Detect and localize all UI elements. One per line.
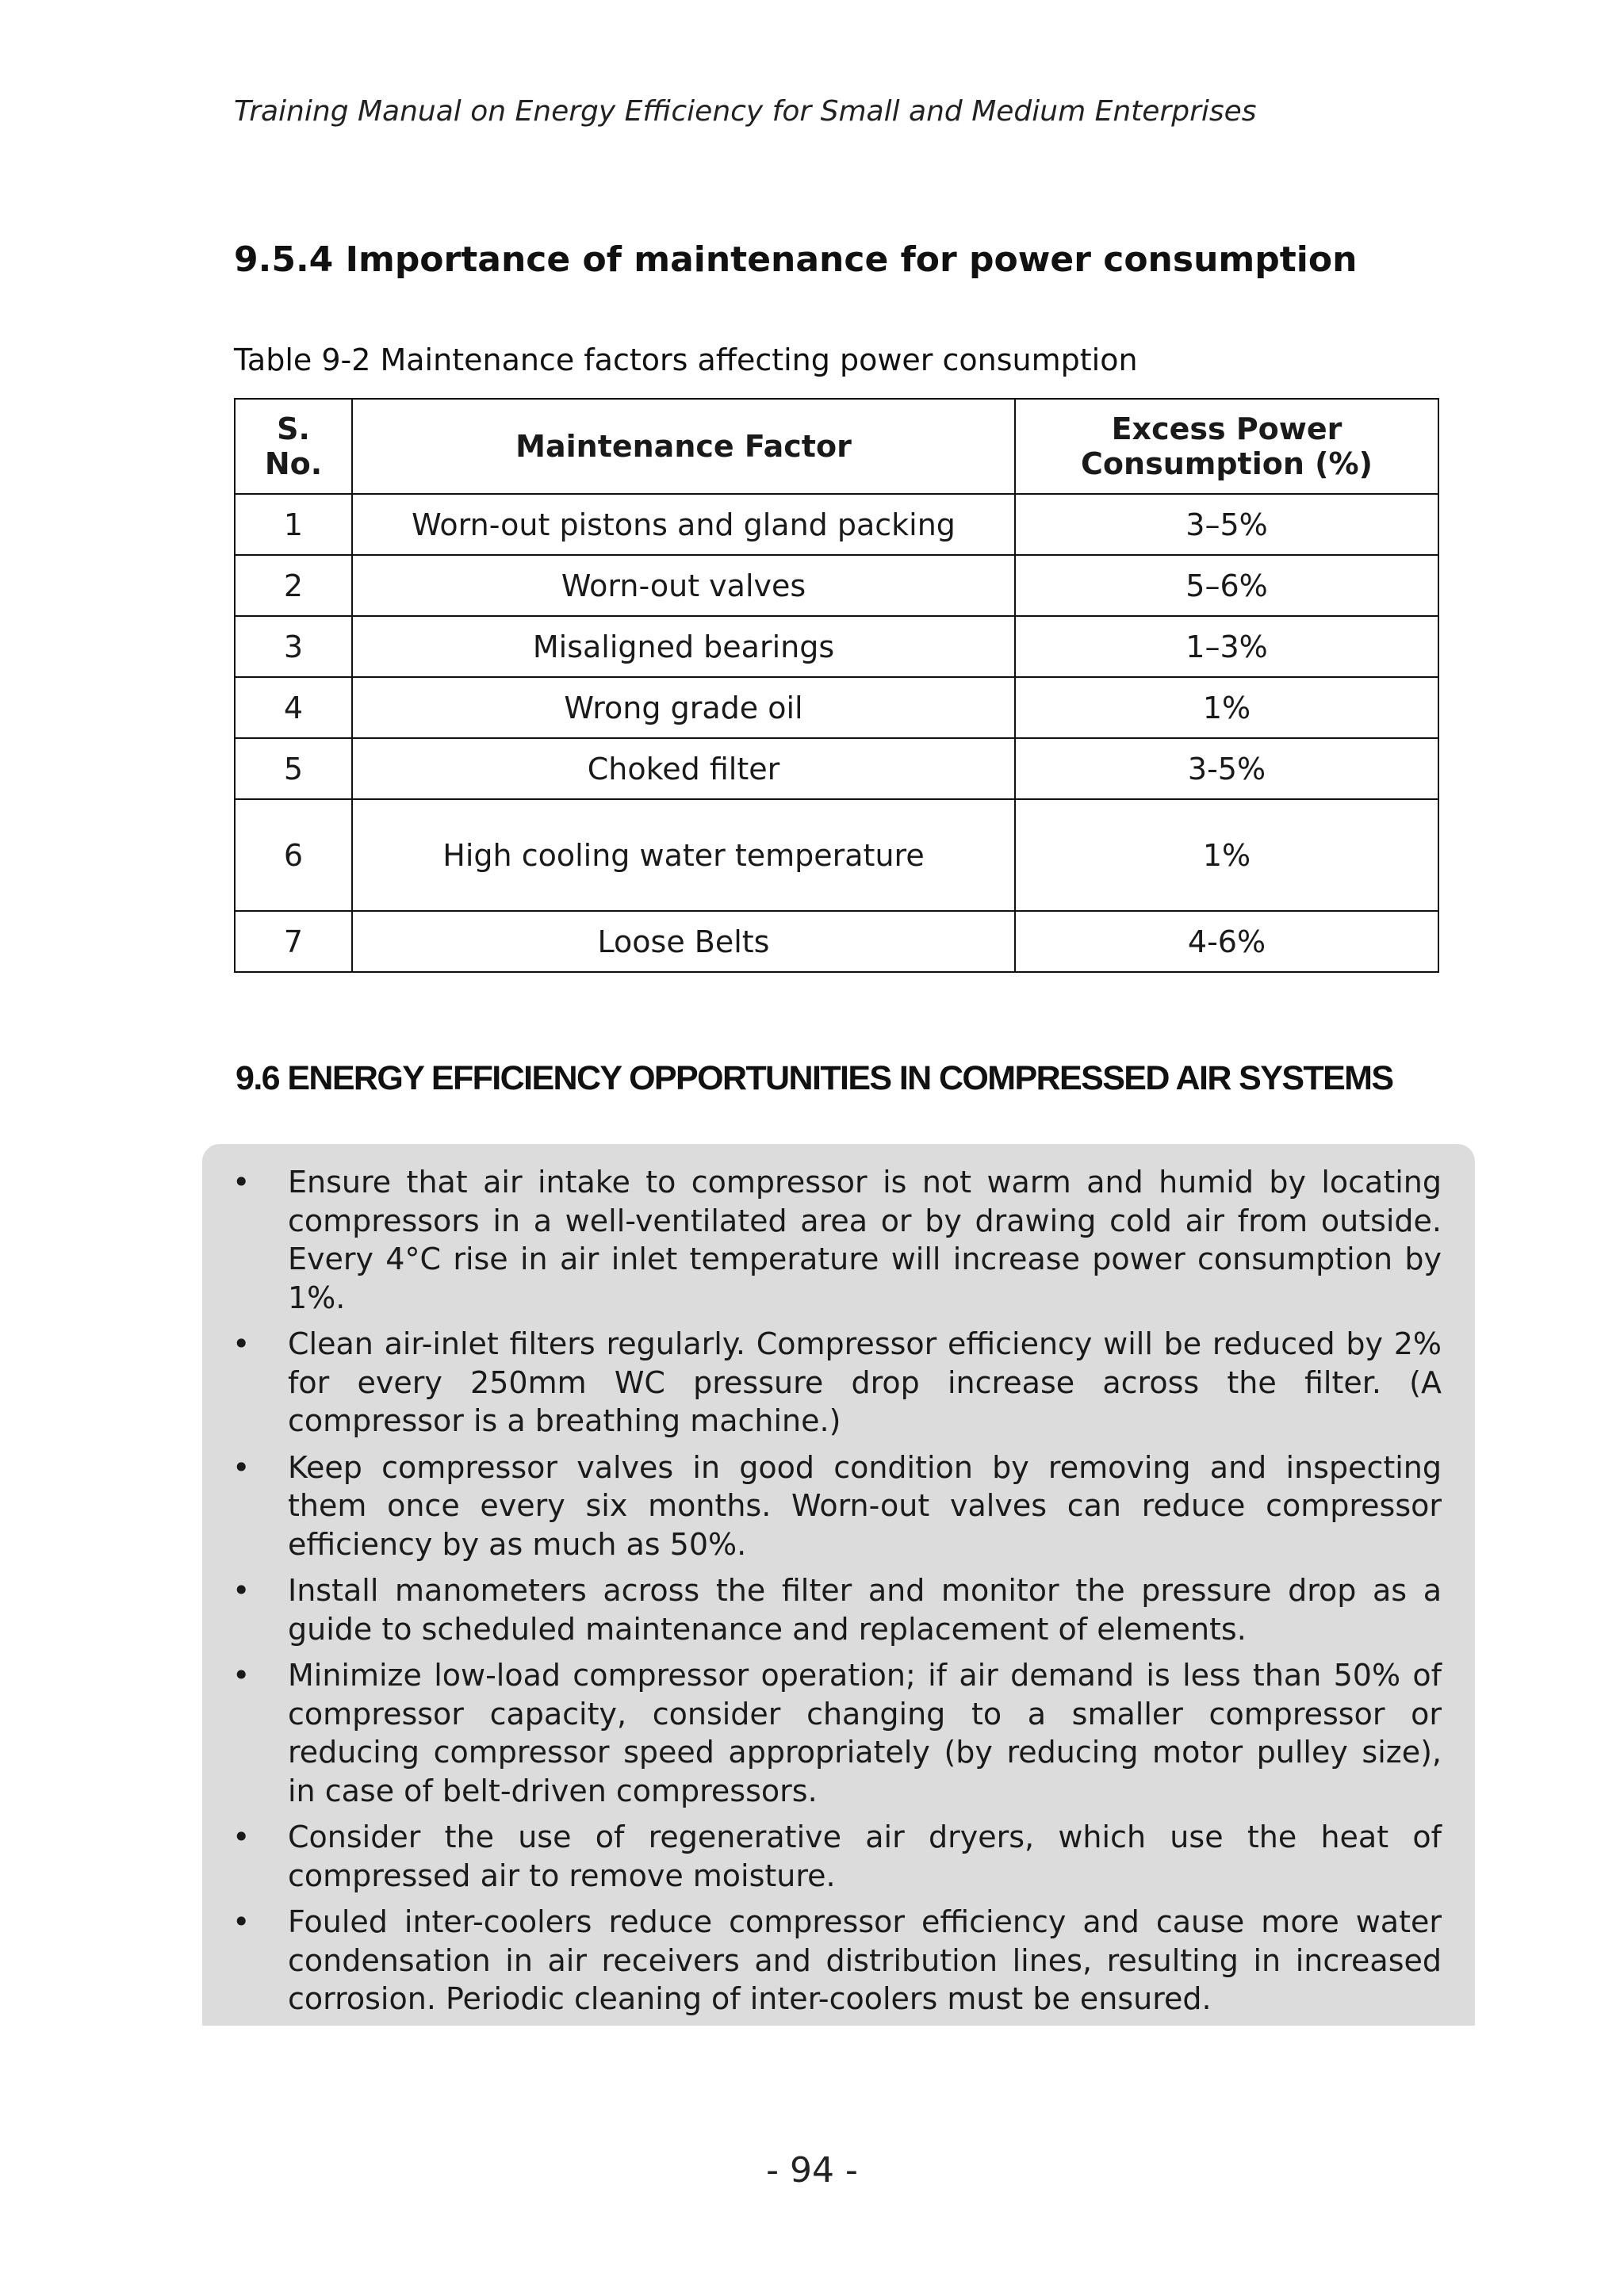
cell-sno: 2	[235, 555, 352, 616]
table-row	[235, 911, 1438, 972]
tip-text: Consider the use of regenerative air dryers, which use the heat of compressed air to remove moisture.	[288, 1820, 1442, 1893]
cell-factor: Wrong grade oil	[352, 677, 1015, 738]
cell-excess: 3–5%	[1015, 494, 1438, 555]
bullet-icon: •	[232, 1326, 251, 1361]
list-item	[232, 1656, 1442, 1810]
cell-excess: 3-5%	[1015, 738, 1438, 799]
tip-text: Minimize low-load compressor operation; if air demand is less than 50% of compressor capacity, consider changing to a smaller compressor or reducing compressor speed appropriately (by reducing motor pulley size), in case of belt-driven compressors.	[288, 1658, 1442, 1808]
tip-text: Clean air-inlet filters regularly. Compressor efficiency will be reduced by 2% for every 250mm WC pressure drop increase across the filter. (A compressor is a breathing machine.)	[288, 1326, 1442, 1438]
table-row	[235, 616, 1438, 677]
cell-sno: 4	[235, 677, 352, 738]
section-title: 9.5.4 Importance of maintenance for power consumption	[234, 239, 1358, 280]
cell-factor: Misaligned bearings	[352, 616, 1015, 677]
bullet-icon: •	[232, 1573, 251, 1608]
table-caption: Table 9-2 Maintenance factors affecting power consumption	[234, 342, 1138, 377]
tip-text: Fouled inter-coolers reduce compressor efficiency and cause more water condensation in air receivers and distribution lines, resulting in increased corrosion. Periodic cleaning of inter-coolers must be ensured.	[288, 1904, 1442, 2016]
tip-text: Ensure that air intake to compressor is not warm and humid by locating compressors in a well-ventilated area or by drawing cold air from outside. Every 4°C rise in air inlet temperature will increase power consumption by 1%.	[288, 1165, 1442, 1315]
cell-excess: 1%	[1015, 677, 1438, 738]
section2-title: 9.6 ENERGY EFFICIENCY OPPORTUNITIES IN COMPRESSED AIR SYSTEMS	[236, 1059, 1393, 1097]
bullet-icon: •	[232, 1449, 251, 1485]
header-sno	[235, 399, 352, 494]
cell-factor: Loose Belts	[352, 911, 1015, 972]
list-item	[232, 1571, 1442, 1648]
header-excess-power	[1015, 399, 1438, 494]
table-row	[235, 738, 1438, 799]
header-maintenance-factor: Maintenance Factor	[352, 399, 1015, 494]
header-excess-line1: Excess Power	[1111, 411, 1342, 446]
list-item	[232, 1903, 1442, 2019]
page-number: - 94 -	[766, 2150, 858, 2191]
cell-excess: 1%	[1015, 799, 1438, 911]
table-row	[235, 494, 1438, 555]
tip-text: Install manometers across the filter and monitor the pressure drop as a guide to scheduled maintenance and replacement of elements.	[288, 1573, 1442, 1647]
cell-sno: 7	[235, 911, 352, 972]
cell-sno: 1	[235, 494, 352, 555]
maintenance-factors-table	[234, 398, 1439, 973]
cell-factor: Choked filter	[352, 738, 1015, 799]
cell-excess: 4-6%	[1015, 911, 1438, 972]
header-sno-line1: S.	[277, 411, 310, 446]
cell-factor: High cooling water temperature	[352, 799, 1015, 911]
running-header: Training Manual on Energy Efficiency for Small and Medium Enterprises	[234, 95, 1257, 128]
cell-factor: Worn-out valves	[352, 555, 1015, 616]
table-header-row	[235, 399, 1438, 494]
bullet-icon: •	[232, 1658, 251, 1693]
cell-sno: 3	[235, 616, 352, 677]
cell-excess: 5–6%	[1015, 555, 1438, 616]
table-row	[235, 799, 1438, 911]
cell-sno: 6	[235, 799, 352, 911]
table-row	[235, 677, 1438, 738]
header-sno-line2: No.	[264, 446, 323, 481]
cell-sno: 5	[235, 738, 352, 799]
cell-factor: Worn-out pistons and gland packing	[352, 494, 1015, 555]
list-item	[232, 1325, 1442, 1441]
tips-box	[202, 1144, 1475, 2026]
list-item	[232, 1163, 1442, 1317]
table-row	[235, 555, 1438, 616]
header-excess-line2: Consumption (%)	[1081, 446, 1373, 481]
tip-text: Keep compressor valves in good condition by removing and inspecting them once every six months. Worn-out valves can reduce compressor efficiency by as much as 50%.	[288, 1449, 1442, 1562]
bullet-icon: •	[232, 1904, 251, 1939]
tips-list	[232, 1163, 1442, 2026]
list-item	[232, 1818, 1442, 1895]
list-item	[232, 1448, 1442, 1564]
bullet-icon: •	[232, 1820, 251, 1854]
bullet-icon: •	[232, 1165, 251, 1200]
cell-excess: 1–3%	[1015, 616, 1438, 677]
